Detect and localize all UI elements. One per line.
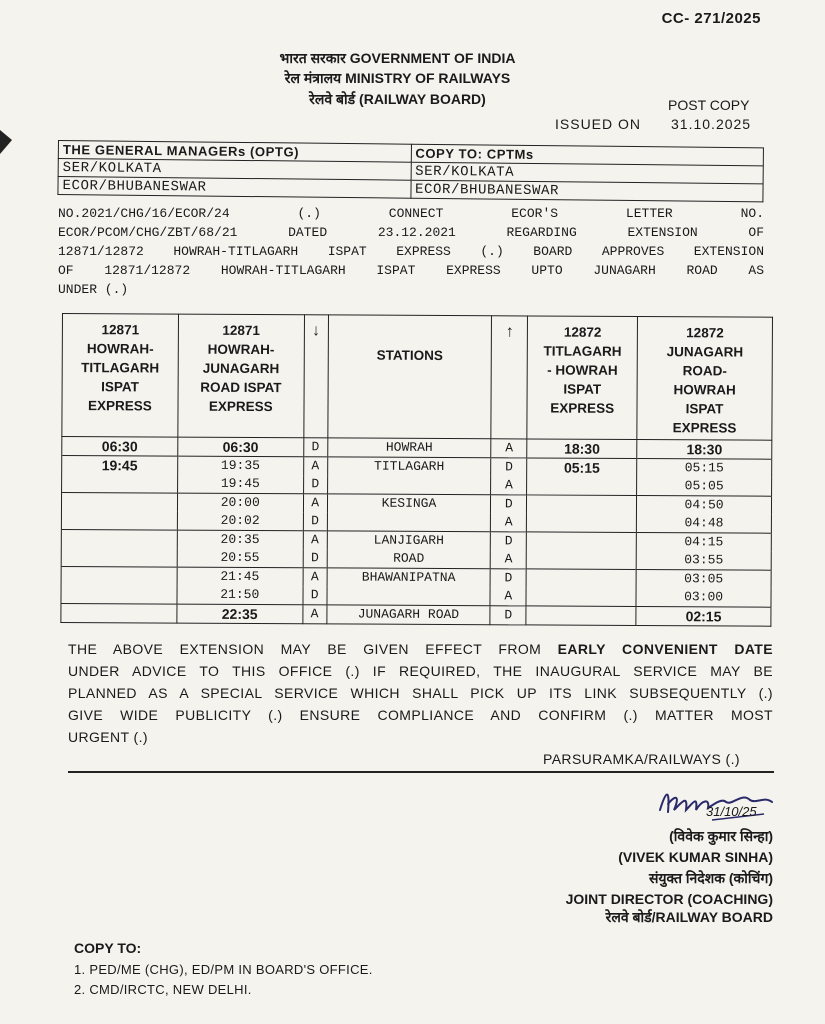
header-line: EXPRESS	[208, 398, 273, 415]
cell-c3: A	[303, 531, 327, 550]
header-line: HOWRAH	[673, 382, 736, 398]
cell-c6	[526, 606, 636, 626]
header-line: EXPRESS	[672, 420, 737, 436]
cell-c6	[527, 495, 637, 514]
cell-c7: 03:00	[636, 588, 771, 607]
cell-c3: A	[303, 605, 327, 624]
cell-c4: JUNAGARH ROAD	[327, 605, 491, 625]
cell-c4	[327, 512, 491, 531]
cell-c5: D	[491, 458, 527, 477]
header-line: TITLAGARH	[543, 343, 622, 359]
timetable-body	[61, 437, 772, 627]
cell-c3: A	[303, 457, 327, 476]
to-header: THE GENERAL MANAGERs (OPTG)	[58, 141, 411, 163]
copy-address: SER/KOLKATA	[411, 162, 764, 184]
cell-c2: 19:35	[178, 456, 304, 475]
paragraph-line: ECOR/PCOM/CHG/ZBT/68/21 DATED 23.12.2021 REGARDING EXTENSION OF	[58, 225, 764, 240]
cell-c1	[62, 474, 178, 493]
cell-c3: D	[303, 586, 327, 605]
cell-c2: 20:00	[177, 493, 303, 512]
cell-c3: A	[303, 568, 327, 587]
cell-c5: D	[491, 495, 527, 514]
cell-c7: 18:30	[637, 440, 772, 460]
designation: JOINT DIRECTOR (COACHING)	[565, 891, 773, 907]
to-address: SER/KOLKATA	[58, 159, 411, 181]
paragraph-line: OF 12871/12872 HOWRAH-TITLAGARH ISPAT EXPRESS UPTO JUNAGARH ROAD AS	[58, 263, 764, 278]
cell-c2: 20:55	[177, 549, 303, 568]
signatory-name-hindi: (विवेक कुमार सिन्हा)	[669, 828, 773, 844]
cell-c4: BHAWANIPATNA	[327, 568, 491, 587]
cell-c1	[61, 529, 177, 548]
cell-c7: 04:48	[637, 514, 772, 533]
bold-phrase: EARLY CONVENIENT DATE	[557, 641, 773, 657]
cell-c5: D	[490, 606, 526, 625]
cell-c2: 20:35	[177, 530, 303, 549]
cell-c7: 04:15	[636, 533, 771, 552]
paragraph-line: PLANNED AS A SPECIAL SERVICE WHICH SHALL PICK UP ITS LINK SUBSEQUENTLY (.)	[68, 685, 773, 701]
header-12871-howrah-titlagarh	[62, 314, 179, 438]
header-12871-howrah-junagarh	[178, 314, 304, 438]
cell-c1: 19:45	[62, 456, 178, 475]
header-line: EXPRESS	[550, 400, 615, 416]
up-arrow-icon: ↑	[491, 316, 528, 439]
cell-c3: D	[303, 475, 327, 494]
copy-to-item: 1. PED/ME (CHG), ED/PM IN BOARD'S OFFICE.	[74, 962, 373, 977]
cell-c5: A	[491, 513, 527, 532]
header-line: ISPAT	[685, 401, 724, 417]
sender-line: PARSURAMKA/RAILWAYS (.)	[543, 751, 740, 767]
header-line: ISPAT	[101, 379, 139, 395]
header-line: EXPRESS	[88, 398, 152, 414]
cell-c2: 21:45	[177, 567, 303, 586]
cell-c1	[61, 566, 177, 585]
cell-c6	[526, 550, 636, 569]
paragraph-line: UNDER (.)	[58, 282, 129, 297]
cell-c2: 06:30	[178, 437, 304, 457]
header-12872-junagarh-howrah	[637, 317, 772, 441]
cell-c4: LANJIGARH	[327, 531, 491, 550]
punch-mark	[0, 130, 12, 154]
cell-c4	[327, 475, 491, 494]
down-arrow-icon: ↓	[304, 315, 329, 438]
copy-to-label: COPY TO:	[74, 940, 142, 956]
paragraph-line: UNDER ADVICE TO THIS OFFICE (.) IF REQUIRED, THE INAUGURAL SERVICE MAY BE	[68, 663, 773, 679]
header-ministry: रेल मंत्रालय MINISTRY OF RAILWAYS	[284, 70, 511, 86]
paragraph-line: THE ABOVE EXTENSION MAY BE GIVEN EFFECT FROM EARLY CONVENIENT DATE	[68, 641, 773, 657]
header-line: - HOWRAH	[547, 362, 618, 378]
cell-c5: A	[491, 476, 527, 495]
cell-c7: 04:50	[637, 496, 772, 515]
header-12872-titlagarh-howrah	[527, 316, 638, 440]
header-line: 12872	[563, 324, 602, 340]
cell-c7: 02:15	[636, 607, 771, 627]
paragraph-line: URGENT (.)	[68, 729, 148, 745]
cell-c2: 20:02	[177, 512, 303, 531]
signatory-name: (VIVEK KUMAR SINHA)	[618, 849, 773, 865]
cell-c5: D	[490, 569, 526, 588]
cell-c6	[527, 513, 637, 532]
issued-on	[555, 116, 751, 132]
cell-c6	[526, 569, 636, 588]
cell-c4: KESINGA	[327, 494, 491, 513]
cell-c3: D	[303, 549, 327, 568]
cell-c4	[327, 586, 491, 605]
header-line: HOWRAH-	[207, 341, 275, 358]
timetable	[60, 313, 773, 627]
cell-c3: D	[303, 512, 327, 531]
header-line: JUNAGARH	[666, 344, 744, 360]
to-address: ECOR/BHUBANESWAR	[58, 177, 411, 199]
cell-c1	[61, 603, 177, 623]
cell-c2: 22:35	[177, 604, 303, 624]
cell-c1	[61, 511, 177, 530]
header-line: 12872	[686, 325, 724, 341]
cell-c5: A	[491, 550, 527, 569]
divider	[68, 771, 774, 773]
cell-c3: D	[303, 438, 327, 457]
cell-c1	[61, 585, 177, 604]
header-stations: STATIONS	[327, 315, 491, 439]
cell-c2: 21:50	[177, 586, 303, 605]
paragraph-line: GIVE WIDE PUBLICITY (.) ENSURE COMPLIANCE AND CONFIRM (.) MATTER MOST	[68, 707, 773, 723]
issued-on-date: 31.10.2025	[671, 116, 752, 132]
timetable-header	[62, 314, 773, 441]
cell-c2: 19:45	[177, 475, 303, 494]
header-line: ROAD ISPAT	[200, 379, 282, 396]
cell-c6	[527, 476, 637, 495]
cell-c7: 05:05	[637, 477, 772, 496]
cell-c4: TITLAGARH	[327, 457, 491, 476]
cell-c4: HOWRAH	[327, 438, 491, 458]
signature-date: 31/10/25	[706, 804, 757, 819]
header-line: TITLAGARH	[81, 360, 160, 376]
paragraph-instructions	[68, 638, 773, 748]
cell-c5: A	[491, 439, 527, 458]
paragraph-line: NO.2021/CHG/16/ECOR/24 (.) CONNECT ECOR'S LETTER NO.	[58, 206, 764, 221]
header-board: रेलवे बोर्ड (RAILWAY BOARD)	[309, 91, 486, 107]
header-line: 12871	[222, 322, 260, 339]
header-line: HOWRAH-	[86, 341, 154, 357]
copy-header: COPY TO: CPTMs	[411, 144, 764, 166]
paragraph-line: 12871/12872 HOWRAH-TITLAGARH ISPAT EXPRESS (.) BOARD APPROVES EXTENSION	[58, 244, 764, 259]
cell-c7: 03:55	[636, 551, 771, 570]
post-copy-label: POST COPY	[668, 97, 750, 113]
timetable-row	[61, 603, 771, 626]
cell-c7: 05:15	[637, 459, 772, 478]
cell-c7: 03:05	[636, 570, 771, 589]
address-table	[57, 140, 764, 202]
cell-c1: 06:30	[62, 437, 178, 457]
header-government: भारत सरकार GOVERNMENT OF INDIA	[279, 50, 516, 66]
designation-hindi: संयुक्त निदेशक (कोचिंग)	[648, 870, 773, 886]
cell-c5: D	[491, 532, 527, 551]
cell-c1	[61, 493, 177, 512]
cell-c4: ROAD	[327, 549, 491, 568]
office-name: रेलवे बोर्ड/RAILWAY BOARD	[605, 909, 773, 925]
cell-c5: A	[490, 587, 526, 606]
copy-address: ECOR/BHUBANESWAR	[410, 180, 763, 202]
cell-c3: A	[303, 494, 327, 513]
cell-c1	[61, 548, 177, 567]
cell-c6: 05:15	[527, 458, 637, 477]
header-line: 12871	[101, 322, 140, 338]
paragraph-approval	[58, 204, 764, 299]
cell-c6: 18:30	[527, 439, 637, 459]
cell-c6	[526, 587, 636, 606]
header-line: ISPAT	[563, 381, 602, 397]
cell-c6	[527, 532, 637, 551]
header-line: ROAD-	[682, 363, 727, 379]
copy-to-item: 2. CMD/IRCTC, NEW DELHI.	[74, 982, 252, 997]
issued-on-label: ISSUED ON	[555, 116, 642, 132]
header-line: JUNAGARH	[202, 360, 280, 377]
reference-number: CC- 271/2025	[661, 10, 761, 27]
